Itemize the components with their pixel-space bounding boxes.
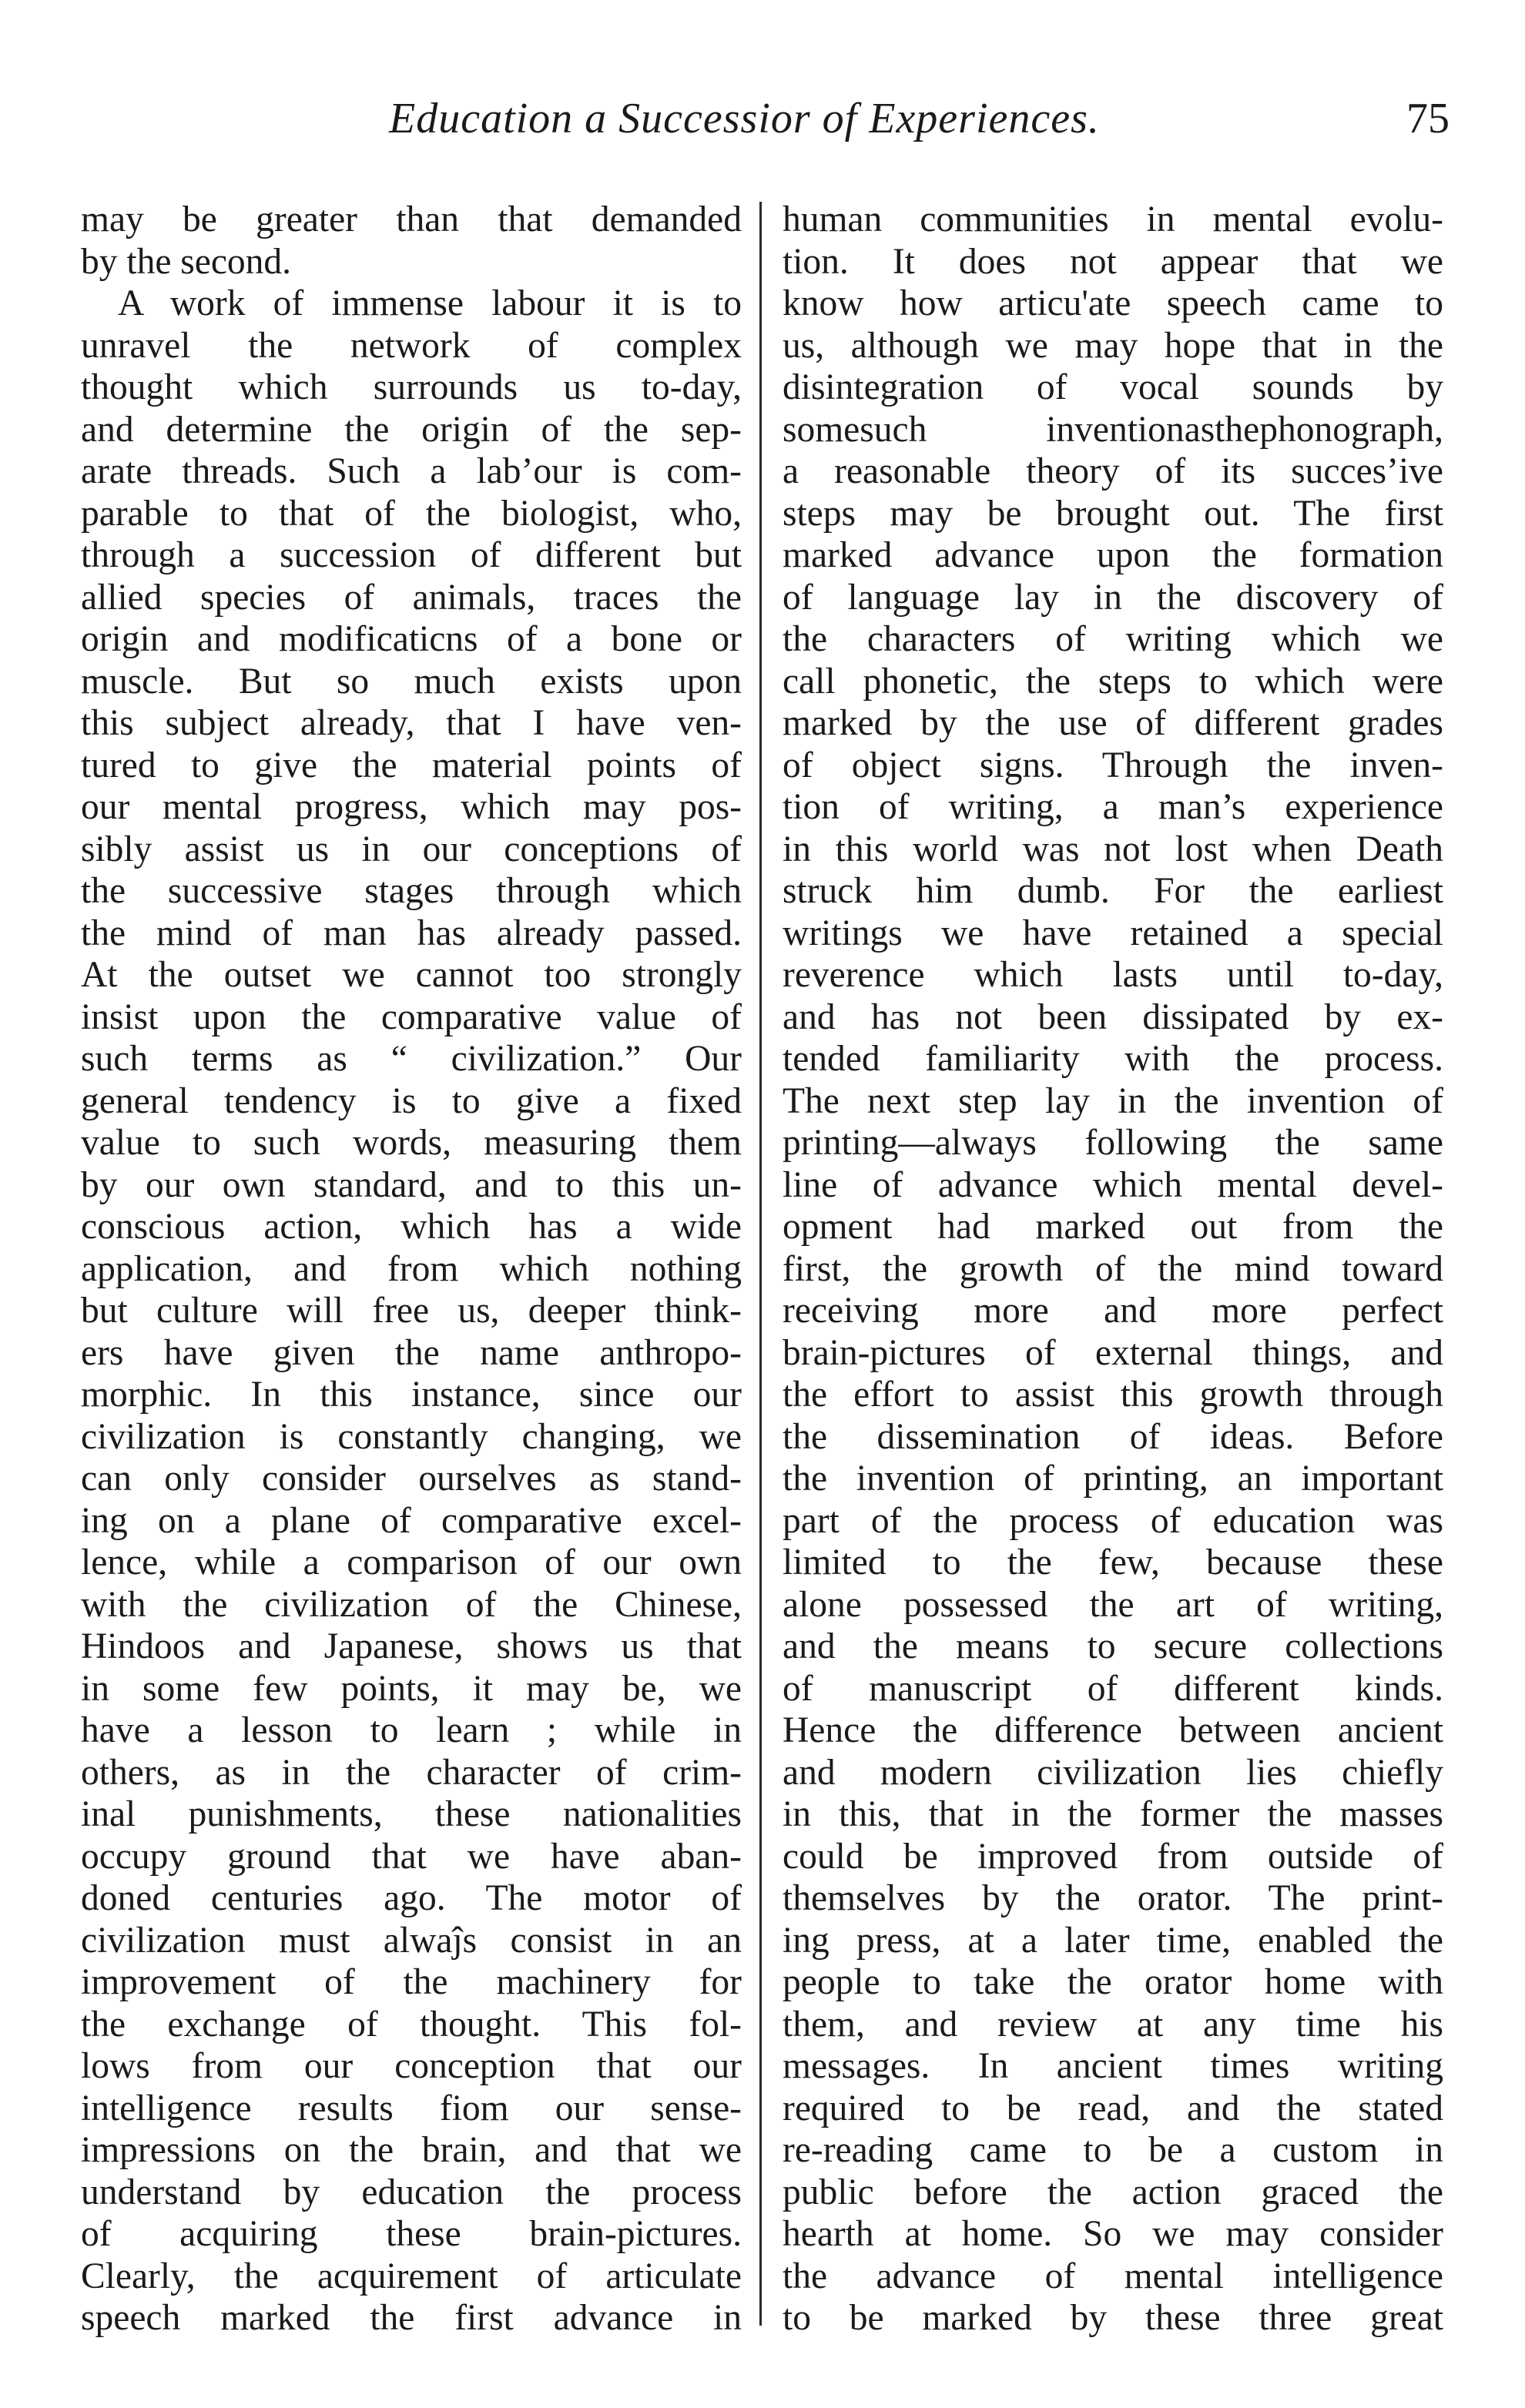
text-line: people to take the orator home with: [783, 1962, 1443, 2002]
text-line: intelligence results fiom our sense-: [81, 2088, 742, 2128]
text-line: allied species of animals, traces the: [81, 577, 742, 618]
text-line: may be greater than that demanded: [81, 199, 742, 239]
text-line: the successive stages through which: [81, 871, 742, 911]
text-line: struck him dumb. For the earliest: [783, 871, 1443, 911]
text-line: by our own standard, and to this un-: [81, 1164, 742, 1205]
text-line: unravel the network of complex: [81, 325, 742, 366]
text-line: and the means to secure collections: [783, 1626, 1443, 1666]
text-line: in some few points, it may be, we: [81, 1668, 742, 1709]
text-line: ers have given the name anthropo-: [81, 1332, 742, 1373]
text-line: reverence which lasts until to-day,: [783, 955, 1443, 995]
text-line: muscle. But so much exists upon: [81, 661, 742, 702]
text-line: parable to that of the biologist, who,: [81, 493, 742, 534]
text-line: opment had marked out from the: [783, 1207, 1443, 1247]
text-line: public before the action graced the: [783, 2172, 1443, 2212]
text-line: part of the process of education was: [783, 1500, 1443, 1541]
text-line: general tendency is to give a fixed: [81, 1080, 742, 1121]
text-line: civilization must alwaĵs consist in an: [81, 1920, 742, 1961]
text-line: inal punishments, these nationalities: [81, 1794, 742, 1834]
text-line: At the outset we cannot too strongly: [81, 955, 742, 995]
text-line: our mental progress, which may pos-: [81, 787, 742, 827]
text-line: by the second.: [81, 241, 292, 282]
text-line: printing—always following the same: [783, 1123, 1443, 1163]
text-line: alone possessed the art of writing,: [783, 1584, 1443, 1625]
text-line: morphic. In this instance, since our: [81, 1375, 742, 1415]
text-line: tured to give the material points of: [81, 745, 742, 785]
running-title: Education a Successior of Experiences.: [389, 95, 1100, 142]
text-line: marked advance upon the formation: [783, 535, 1443, 575]
text-line: A work of immense labour it is to: [118, 283, 742, 323]
text-line: lence, while a comparison of our own: [81, 1542, 742, 1582]
text-line: messages. In ancient times writing: [783, 2046, 1443, 2086]
text-line: required to be read, and the stated: [783, 2088, 1443, 2128]
text-line: could be improved from outside of: [783, 1836, 1443, 1877]
text-line: of language lay in the discovery of: [783, 577, 1443, 618]
text-line: re-reading came to be a custom in: [783, 2130, 1443, 2170]
column-rule: [759, 202, 762, 2326]
text-line: line of advance which mental devel-: [783, 1164, 1443, 1205]
text-line: have a lesson to learn ; while in: [81, 1710, 742, 1750]
text-line: a reasonable theory of its succes’ive: [783, 451, 1443, 491]
text-line: marked by the use of different grades: [783, 703, 1443, 743]
text-line: us, although we may hope that in the: [783, 325, 1443, 366]
text-line: of object signs. Through the inven-: [783, 745, 1443, 785]
text-line: the mind of man has already passed.: [81, 913, 742, 953]
text-line: themselves by the orator. The print-: [783, 1878, 1443, 1918]
text-line: human communities in mental evolu-: [783, 199, 1443, 239]
text-line: arate threads. Such a lab’our is com-: [81, 451, 742, 491]
running-header: [0, 94, 1525, 156]
text-line: them, and review at any time his: [783, 2004, 1443, 2045]
text-line: and modern civilization lies chiefly: [783, 1752, 1443, 1793]
text-line: disintegration of vocal sounds by: [783, 367, 1443, 407]
text-line: to be marked by these three great: [783, 2298, 1443, 2338]
text-line: can only consider ourselves as stand-: [81, 1459, 742, 1499]
text-line: and determine the origin of the sep-: [81, 409, 742, 450]
text-line: in this world was not lost when Death: [783, 829, 1443, 869]
text-line: sibly assist us in our conceptions of: [81, 829, 742, 869]
text-line: of acquiring these brain-pictures.: [81, 2214, 742, 2254]
text-line: ing on a plane of comparative excel-: [81, 1500, 742, 1541]
text-line: The next step lay in the invention of: [783, 1080, 1443, 1121]
text-line: writings we have retained a special: [783, 913, 1443, 953]
text-line: doned centuries ago. The motor of: [81, 1878, 742, 1918]
text-line: the invention of printing, an important: [783, 1459, 1443, 1499]
text-line: conscious action, which has a wide: [81, 1207, 742, 1247]
text-line: others, as in the character of crim-: [81, 1752, 742, 1793]
text-line: application, and from which nothing: [81, 1248, 742, 1289]
text-line: somesuch inventionasthephonograph,: [783, 409, 1443, 450]
text-line: lows from our conception that our: [81, 2046, 742, 2086]
text-line: hearth at home. So we may consider: [783, 2214, 1443, 2254]
text-line: with the civilization of the Chinese,: [81, 1584, 742, 1625]
text-line: this subject already, that I have ven-: [81, 703, 742, 743]
left-column: [81, 199, 742, 2339]
text-line: and has not been dissipated by ex-: [783, 996, 1443, 1037]
text-line: impressions on the brain, and that we: [81, 2130, 742, 2170]
text-line: understand by education the process: [81, 2172, 742, 2212]
text-line: Hindoos and Japanese, shows us that: [81, 1626, 742, 1666]
text-line: value to such words, measuring them: [81, 1123, 742, 1163]
text-line: thought which surrounds us to-day,: [81, 367, 742, 407]
text-line: civilization is constantly changing, we: [81, 1416, 742, 1457]
text-line: the dissemination of ideas. Before: [783, 1416, 1443, 1457]
text-line: limited to the few, because these: [783, 1542, 1443, 1582]
text-line: such terms as “ civilization.” Our: [81, 1039, 742, 1079]
text-line: tended familiarity with the process.: [783, 1039, 1443, 1079]
text-line: call phonetic, the steps to which were: [783, 661, 1443, 702]
right-column: [783, 199, 1443, 2339]
text-line: origin and modificaticns of a bone or: [81, 619, 742, 659]
text-line: improvement of the machinery for: [81, 1962, 742, 2002]
text-line: in this, that in the former the masses: [783, 1794, 1443, 1834]
text-line: through a succession of different but: [81, 535, 742, 575]
text-line: the exchange of thought. This fol-: [81, 2004, 742, 2045]
text-line: tion. It does not appear that we: [783, 241, 1443, 282]
text-line: tion of writing, a man’s experience: [783, 787, 1443, 827]
text-line: occupy ground that we have aban-: [81, 1836, 742, 1877]
text-line: but culture will free us, deeper think-: [81, 1291, 742, 1331]
text-line: steps may be brought out. The first: [783, 493, 1443, 534]
text-line: first, the growth of the mind toward: [783, 1248, 1443, 1289]
text-line: insist upon the comparative value of: [81, 996, 742, 1037]
text-line: Hence the difference between ancient: [783, 1710, 1443, 1750]
text-line: the advance of mental intelligence: [783, 2256, 1443, 2296]
text-line: brain-pictures of external things, and: [783, 1332, 1443, 1373]
text-line: the characters of writing which we: [783, 619, 1443, 659]
page-number: 75: [1406, 95, 1450, 142]
text-line: of manuscript of different kinds.: [783, 1668, 1443, 1709]
text-line: the effort to assist this growth through: [783, 1375, 1443, 1415]
text-line: speech marked the first advance in: [81, 2298, 742, 2338]
text-line: receiving more and more perfect: [783, 1291, 1443, 1331]
text-line: know how articu'ate speech came to: [783, 283, 1443, 323]
text-line: Clearly, the acquirement of articulate: [81, 2256, 742, 2296]
text-line: ing press, at a later time, enabled the: [783, 1920, 1443, 1961]
